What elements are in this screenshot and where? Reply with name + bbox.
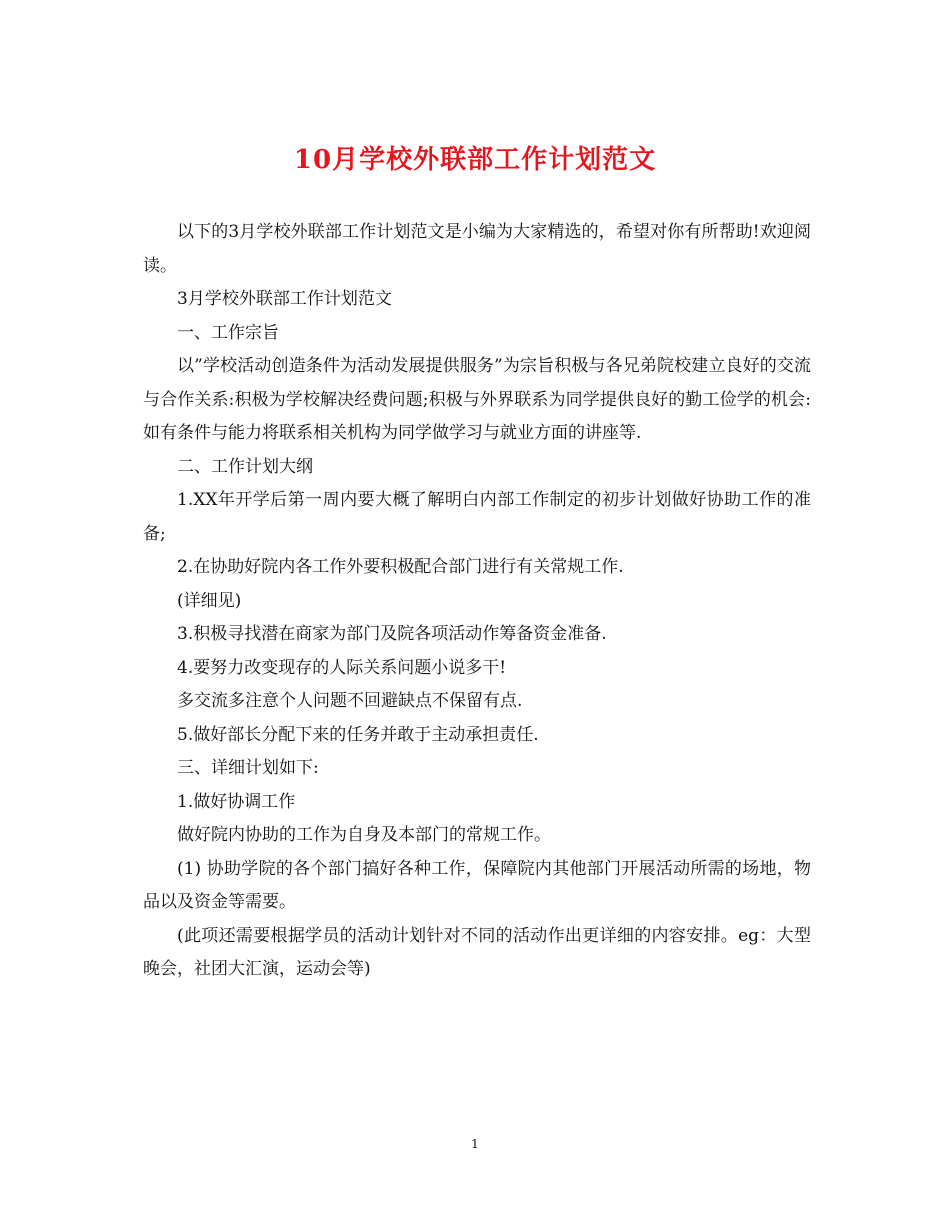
heading-section-3: 三、详细计划如下: — [177, 758, 319, 778]
list-item-5: 5.做好部长分配下来的任务并敢于主动承担责任. — [177, 724, 539, 745]
document-title: 10月学校外联部工作计划范文 — [293, 145, 657, 175]
list-item-2: 2.在协助好院内各工作外要积极配合部门进行有关常规工作. — [177, 557, 624, 577]
heading-section-1: 一、工作宗旨 — [177, 322, 279, 343]
paragraph-note: (此项还需要根据学员的活动计划针对不同的活动作出更详细的内容安排。eg：大型晚会，社团大汇演，运动会等) — [143, 925, 811, 979]
paragraph-purpose: 以”学校活动创造条件为活动发展提供服务”为宗旨积极与各兄弟院校建立良好的交流与合作关系:积极为学校解决经费问题;积极与外界联系为同学提供良好的勤工俭学的机会:如有条件与能力将联系相关机构为同学做学习与就业方面的讲座等. — [143, 356, 811, 443]
list-item-1: 1.XX年开学后第一周内要大概了解明白内部工作制定的初步计划做好协助工作的准备; — [143, 490, 811, 544]
document-body — [143, 216, 811, 987]
heading-section-2: 二、工作计划大纲 — [177, 456, 313, 477]
paragraph-subtitle: 3月学校外联部工作计划范文 — [177, 289, 392, 309]
list-item-3: 3.积极寻找潜在商家为部门及院各项活动作筹备资金准备. — [177, 624, 607, 644]
paragraph-item-1: (1) 协助学院的各个部门搞好各种工作，保障院内其他部门开展活动所需的场地，物品以及资金等需要。 — [143, 858, 811, 912]
paragraph-coordination: 做好院内协助的工作为自身及本部门的常规工作。 — [177, 825, 551, 845]
list-item-4-continued: 多交流多注意个人问题不回避缺点不保留有点. — [177, 691, 523, 711]
paragraph-intro: 以下的3月学校外联部工作计划范文是小编为大家精选的，希望对你有所帮助!欢迎阅读。 — [143, 222, 811, 276]
list-note: (详细见) — [177, 590, 242, 611]
list-item-4: 4.要努力改变现存的人际关系问题小说多干! — [177, 657, 507, 678]
subheading-coordination: 1.做好协调工作 — [177, 791, 296, 812]
page-number: 1 — [471, 1137, 479, 1151]
